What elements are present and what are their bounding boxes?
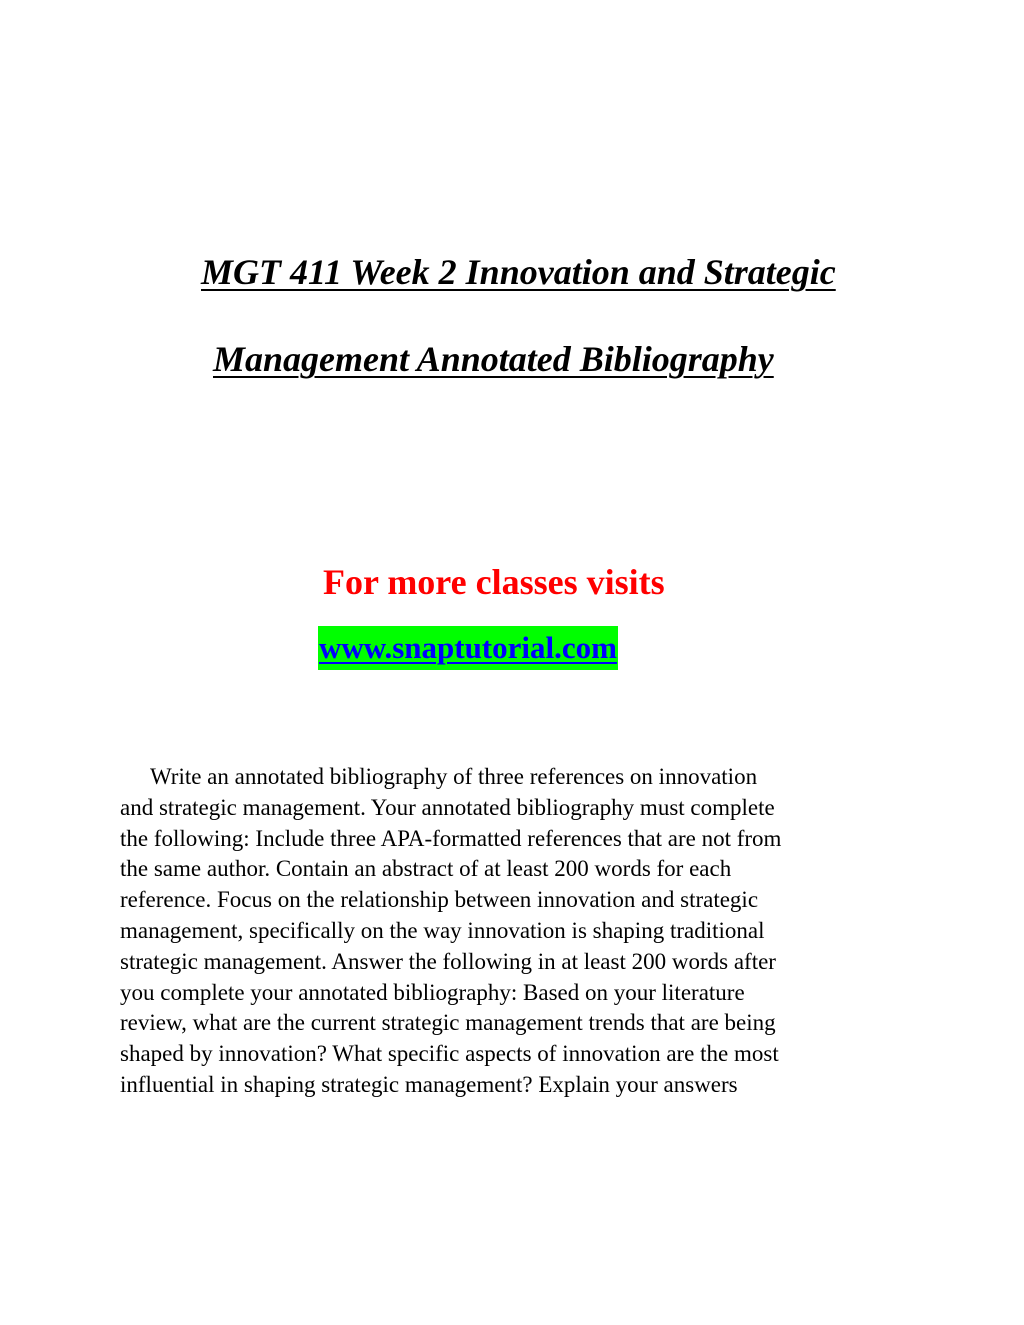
body-line: Write an annotated bibliography of three references on innovation <box>150 764 758 789</box>
body-line: review, what are the current strategic management trends that are being <box>120 1010 776 1036</box>
body-line: and strategic management. Your annotated bibliography must complete <box>120 794 775 820</box>
promo-heading: For more classes visits <box>323 562 665 602</box>
body-line: influential in shaping strategic management? Explain your answers <box>120 1071 738 1097</box>
assignment-description <box>120 762 920 1101</box>
body-line: you complete your annotated bibliography: Based on your literature <box>120 979 745 1005</box>
body-line: shaped by innovation? What specific aspects of innovation are the most <box>120 1041 779 1067</box>
body-line: the following: Include three APA-formatted references that are not from <box>120 825 782 851</box>
document-title-line-2: Management Annotated Bibliography <box>213 339 774 379</box>
body-line: strategic management. Answer the following in at least 200 words after <box>120 948 776 974</box>
body-line: reference. Focus on the relationship between innovation and strategic <box>120 887 759 913</box>
document-title-line-1: MGT 411 Week 2 Innovation and Strategic <box>201 252 836 292</box>
website-link[interactable]: www.snaptutorial.com <box>318 626 618 670</box>
body-line: the same author. Contain an abstract of at least 200 words for each <box>120 856 732 882</box>
body-line: management, specifically on the way innovation is shaping traditional <box>120 917 765 943</box>
